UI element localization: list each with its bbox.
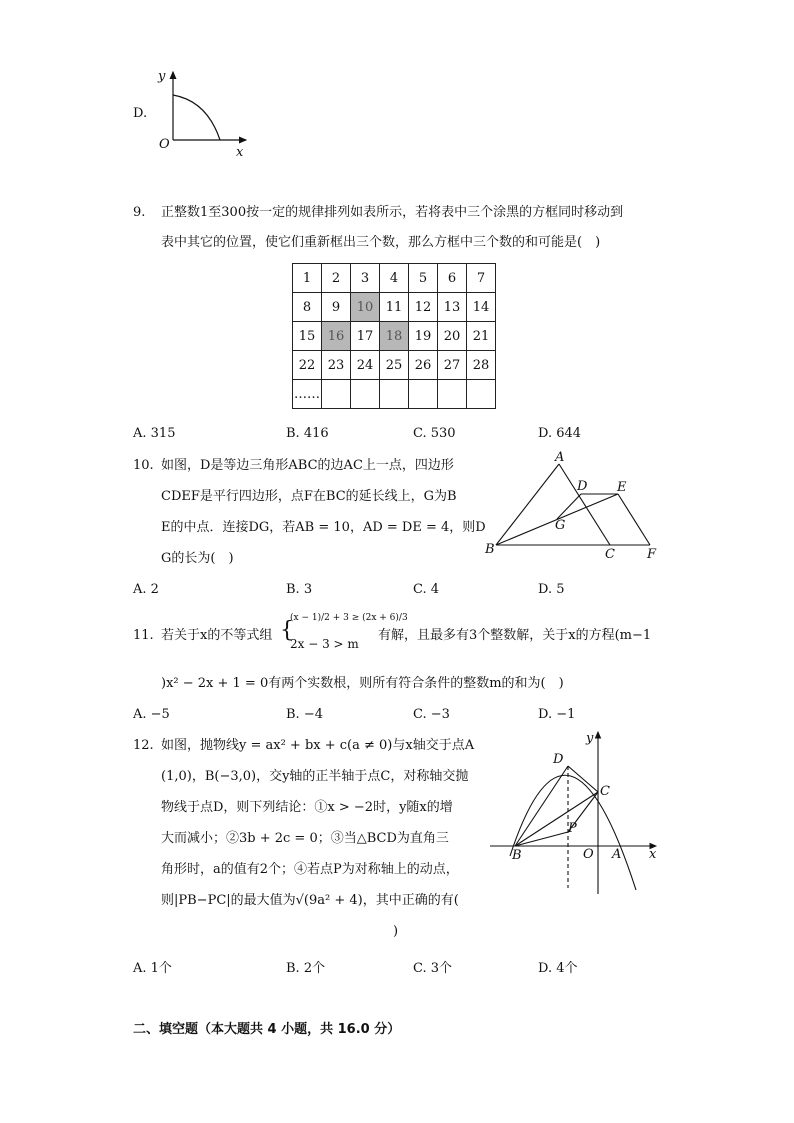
table-cell: 26: [409, 351, 438, 380]
q9-option-a[interactable]: A. 315: [133, 426, 176, 441]
table-row: [293, 322, 496, 351]
q11-option-a[interactable]: A. −5: [133, 707, 170, 722]
q10-option-c[interactable]: C. 4: [413, 582, 440, 597]
table-cell: 6: [438, 264, 467, 293]
q12-line1: 如图，抛物线y = ax² + bx + c(a ≠ 0)与x轴交于点A: [161, 738, 475, 753]
q10-label-g: G: [555, 518, 566, 533]
q9-line1: 正整数1至300按一定的规律排列如表所示，若将表中三个涂黑的方框同时移动到: [161, 205, 624, 220]
q12-line7: ): [393, 924, 399, 939]
table-cell: 21: [467, 322, 496, 351]
table-cell: [351, 380, 380, 409]
q11-inequality-2: 2x − 3 > m: [290, 637, 359, 651]
q10-label-d: D: [577, 479, 588, 494]
table-cell: 4: [380, 264, 409, 293]
q11-option-d[interactable]: D. −1: [538, 707, 576, 722]
q12-label-o: O: [583, 847, 594, 862]
q9-option-d[interactable]: D. 644: [538, 426, 582, 441]
q9-number: 9.: [133, 205, 146, 220]
q10-option-a[interactable]: A. 2: [133, 582, 159, 597]
q10-label-a: A: [555, 450, 565, 465]
table-cell: 28: [467, 351, 496, 380]
q11-line1-prefix: 若关于x的不等式组: [161, 628, 273, 643]
table-cell-shaded: 10: [351, 293, 380, 322]
q11-option-b[interactable]: B. −4: [286, 707, 323, 722]
q12-option-a[interactable]: A. 1个: [133, 961, 172, 976]
q11-inequality-1: (x − 1)/2 + 3 ≥ (2x + 6)/3: [290, 613, 408, 623]
table-cell: 7: [467, 264, 496, 293]
q11-brace: {: [280, 618, 294, 643]
q10-option-d[interactable]: D. 5: [538, 582, 565, 597]
q10-option-b[interactable]: B. 3: [286, 582, 313, 597]
q8-option-d-graph: [150, 64, 260, 160]
table-cell: 24: [351, 351, 380, 380]
q11-line2: )x² − 2x + 1 = 0有两个实数根，则所有符合条件的整数m的和为( ): [161, 676, 564, 691]
table-cell: 15: [293, 322, 322, 351]
q12-option-c[interactable]: C. 3个: [413, 961, 453, 976]
table-row: [293, 351, 496, 380]
table-cell: [467, 380, 496, 409]
table-row: [293, 264, 496, 293]
q8-graph-x-label: x: [236, 145, 244, 160]
table-cell: 8: [293, 293, 322, 322]
table-cell-shaded: 18: [380, 322, 409, 351]
table-row: [293, 380, 496, 409]
table-row: [293, 293, 496, 322]
q10-label-e: E: [617, 480, 627, 495]
q12-line2: (1,0)，B(−3,0)，交y轴的正半轴于点C，对称轴交抛: [161, 769, 469, 784]
q12-line4: 大而减小；②3b + 2c = 0；③当△BCD为直角三: [161, 831, 449, 846]
q12-line3: 物线于点D，则下列结论：①x > −2时，y随x的增: [161, 800, 453, 815]
table-cell: 1: [293, 264, 322, 293]
q10-line2: CDEF是平行四边形，点F在BC的延长线上，G为B: [161, 489, 457, 504]
table-cell: 22: [293, 351, 322, 380]
q12-label-x: x: [649, 847, 657, 862]
q12-label-y: y: [586, 731, 594, 746]
table-cell: 13: [438, 293, 467, 322]
q9-line2: 表中其它的位置，使它们重新框出三个数，那么方框中三个数的和可能是( ): [161, 235, 601, 250]
q11-option-c[interactable]: C. −3: [413, 707, 450, 722]
table-cell: [438, 380, 467, 409]
table-cell: 25: [380, 351, 409, 380]
section-2-heading: 二、填空题（本大题共 4 小题，共 16.0 分）: [133, 1022, 401, 1037]
q12-option-b[interactable]: B. 2个: [286, 961, 326, 976]
table-cell: 20: [438, 322, 467, 351]
q12-label-c: C: [600, 784, 610, 799]
table-cell: [322, 380, 351, 409]
q12-label-p: P: [568, 821, 577, 836]
q12-option-d[interactable]: D. 4个: [538, 961, 578, 976]
table-cell: 11: [380, 293, 409, 322]
table-cell: 14: [467, 293, 496, 322]
q9-number-table: [292, 263, 496, 409]
table-cell: 23: [322, 351, 351, 380]
q9-option-c[interactable]: C. 530: [413, 426, 456, 441]
q11-line1-suffix: 有解，且最多有3个整数解，关于x的方程(m−1: [378, 628, 652, 643]
q12-label-a: A: [612, 847, 622, 862]
q8-graph-y-label: y: [158, 69, 166, 84]
table-cell: 17: [351, 322, 380, 351]
table-cell: [380, 380, 409, 409]
table-cell: 12: [409, 293, 438, 322]
table-cell: 2: [322, 264, 351, 293]
table-cell: 3: [351, 264, 380, 293]
q10-label-c: C: [605, 547, 615, 562]
q8-graph-origin-label: O: [159, 137, 170, 152]
q10-number: 10.: [133, 458, 154, 473]
q12-line6: 则|PB−PC|的最大值为√(9a² + 4)，其中正确的有(: [161, 893, 459, 908]
table-cell: ……: [293, 380, 322, 409]
q12-label-b: B: [512, 848, 522, 863]
table-cell-shaded: 16: [322, 322, 351, 351]
q10-geometry-figure: [480, 448, 670, 564]
table-cell: 5: [409, 264, 438, 293]
q8-option-d-label: D.: [133, 106, 148, 121]
q10-label-b: B: [485, 542, 495, 557]
q10-line4: G的长为( ): [161, 551, 234, 566]
q12-label-d: D: [553, 752, 564, 767]
table-cell: 19: [409, 322, 438, 351]
q10-label-f: F: [647, 547, 657, 562]
table-cell: 27: [438, 351, 467, 380]
q9-option-b[interactable]: B. 416: [286, 426, 329, 441]
q12-line5: 角形时，a的值有2个；④若点P为对称轴上的动点，: [161, 862, 459, 877]
table-cell: [409, 380, 438, 409]
q10-line3: E的中点．连接DG，若AB = 10，AD = DE = 4，则D: [161, 520, 486, 535]
table-cell: 9: [322, 293, 351, 322]
q10-line1: 如图，D是等边三角形ABC的边AC上一点，四边形: [161, 458, 454, 473]
q12-number: 12.: [133, 738, 154, 753]
q11-number: 11.: [133, 628, 154, 643]
q12-parabola-figure: [486, 728, 664, 898]
